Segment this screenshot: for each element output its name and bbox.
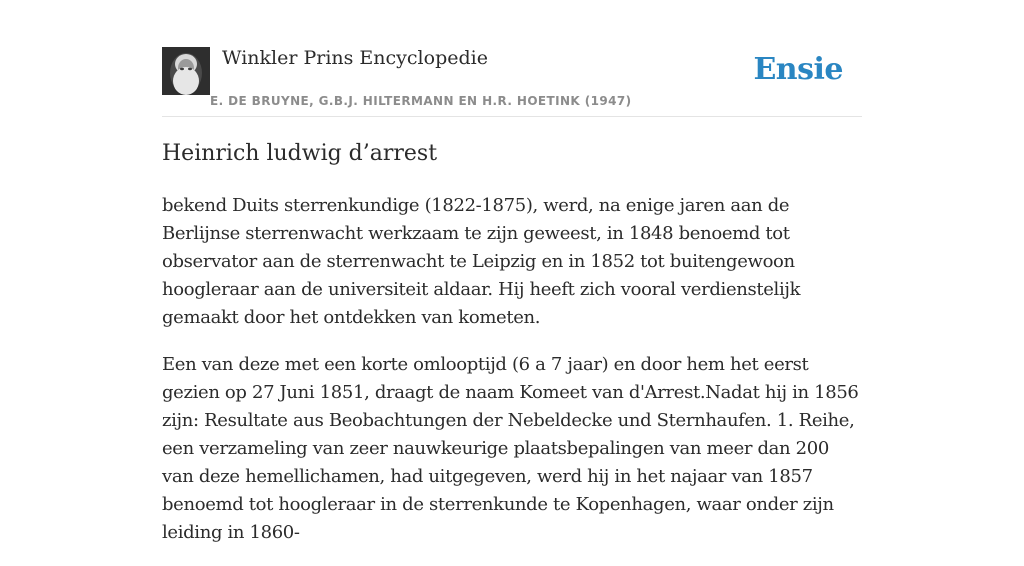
article-paragraph: Een van deze met een korte omlooptijd (6 a 7 jaar) en door hem het eerst gezien op 27 Juni 1851, draagt de naam Komeet van d'Arrest.Nadat hij in 1856 zijn: Resultate aus Beobachtungen der Nebeldecke und Sternhaufen. 1. Reihe, een verzameling van zeer nauwkeurige plaatsbepalingen van meer dan 200 van deze hemellichamen, had uitgegeven, werd hij in het najaar van 1857 benoemd tot hoogleraar in de sterrenkunde te Kopenhagen, waar onder zijn leiding in 1860- xyxy=(162,354,859,543)
article-body xyxy=(162,192,862,566)
portrait-image xyxy=(162,47,210,95)
author-avatar[interactable] xyxy=(162,47,210,95)
site-header xyxy=(162,0,862,117)
article-title: Heinrich ludwig d’arrest xyxy=(162,141,438,166)
article-paragraph: bekend Duits sterrenkundige (1822-1875), werd, na enige jaren aan de Berlijnse sterrenwacht werkzaam te zijn geweest, in 1848 benoemd tot observator aan de sterrenwacht te Leipzig en in 1852 tot buitengewoon hoogleraar aan de universiteit aldaar. Hij heeft zich vooral verdienstelijk gemaakt door het ontdekken van kometen. xyxy=(162,195,801,328)
ensie-logo-link[interactable]: Ensie xyxy=(753,52,843,87)
content-container xyxy=(162,0,862,543)
site-title[interactable]: Winkler Prins Encyclopedie xyxy=(222,47,488,69)
authors-line: E. DE BRUYNE, G.B.J. HILTERMANN EN H.R. HOETINK (1947) xyxy=(210,94,632,108)
